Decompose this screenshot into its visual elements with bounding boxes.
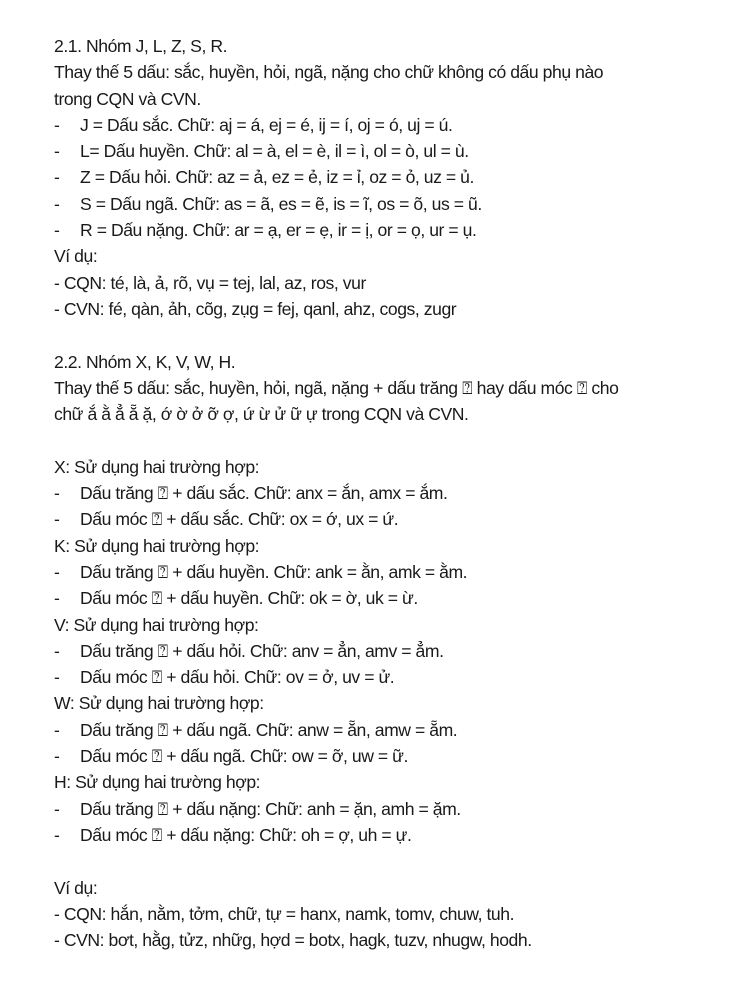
group-w-item-1: - Dấu trăng ⍰ + dấu ngã. Chữ: anw = ẵn, amw = ẵm. [54,717,724,743]
rule-z: - Z = Dấu hỏi. Chữ: az = ả, ez = ẻ, iz = ỉ, oz = ỏ, uz = ủ. [54,164,724,190]
group-h-item-2: - Dấu móc ⍰ + dấu nặng: Chữ: oh = ợ, uh = ự. [54,822,724,848]
dash-bullet: - [54,220,60,241]
dash-bullet: - [54,640,60,661]
section-2-example-label: Ví dụ: [54,877,98,898]
section-1-example-label: Ví dụ: [54,246,98,267]
rule-j: - J = Dấu sắc. Chữ: aj = á, ej = é, ij = í, oj = ó, uj = ú. [54,112,724,138]
group-x-item-1: - Dấu trăng ⍰ + dấu sắc. Chữ: anx = ắn, amx = ắm. [54,480,724,506]
spacer [54,427,724,453]
rule-l: - L= Dấu huyền. Chữ: al = à, el = è, il = ì, ol = ò, ul = ù. [54,138,724,164]
group-x-item-2: - Dấu móc ⍰ + dấu sắc. Chữ: ox = ớ, ux = ứ. [54,506,724,532]
section-1-example-cqn: - CQN: té, là, ả, rõ, vụ = tej, lal, az, ros, vur [54,272,366,293]
dash-bullet: - [54,193,60,214]
dash-bullet: - [54,509,60,530]
document-body [54,33,724,953]
group-k-item-1: - Dấu trăng ⍰ + dấu huyền. Chữ: ank = ằn, amk = ằm. [54,559,724,585]
spacer [54,848,724,874]
spacer [54,322,724,348]
group-v-item-2: - Dấu móc ⍰ + dấu hỏi. Chữ: ov = ở, uv = ử. [54,664,724,690]
dash-bullet: - [54,798,60,819]
section-2-heading: 2.2. Nhóm X, K, V, W, H. [54,351,236,372]
section-2-intro-line-2: chữ ắ ằ ẳ ẵ ặ, ớ ờ ở ỡ ợ, ứ ừ ử ữ ự trong CQN và CVN. [54,404,469,425]
group-w-title: W: Sử dụng hai trường hợp: [54,693,264,714]
section-1-heading: 2.1. Nhóm J, L, Z, S, R. [54,36,228,56]
dash-bullet: - [54,167,60,188]
section-1-intro-line-2: trong CQN và CVN. [54,88,201,109]
dash-bullet: - [54,746,60,767]
group-v-title: V: Sử dụng hai trường hợp: [54,614,259,635]
dash-bullet: - [54,667,60,688]
dash-bullet: - [54,719,60,740]
section-1-example-cvn: - CVN: fé, qàn, ảh, cõg, zụg = fej, qanl, ahz, cogs, zugr [54,298,457,319]
dash-bullet: - [54,561,60,582]
dash-bullet: - [54,114,60,135]
dash-bullet: - [54,588,60,609]
section-2-intro-line-1: Thay thế 5 dấu: sắc, huyền, hỏi, ngã, nặng + dấu trăng ⍰ hay dấu móc ⍰ cho [54,377,619,398]
section-2-example-cvn: - CVN: bơt, hằg, tửz, nhữg, hợd = botx, hagk, tuzv, nhugw, hodh. [54,930,532,951]
section-2-example-cqn: - CQN: hắn, nằm, tởm, chữ, tự = hanx, namk, tomv, chuw, tuh. [54,903,515,924]
group-w-item-2: - Dấu móc ⍰ + dấu ngã. Chữ: ow = ỡ, uw = ữ. [54,743,724,769]
group-v-item-1: - Dấu trăng ⍰ + dấu hỏi. Chữ: anv = ẳn, amv = ẳm. [54,638,724,664]
dash-bullet: - [54,824,60,845]
section-1-intro-line-1: Thay thế 5 dấu: sắc, huyền, hỏi, ngã, nặng cho chữ không có dấu phụ nào [54,62,604,83]
rule-s: - S = Dấu ngã. Chữ: as = ã, es = ẽ, is = ĩ, os = õ, us = ũ. [54,191,724,217]
group-x-title: X: Sử dụng hai trường hợp: [54,456,260,477]
group-h-item-1: - Dấu trăng ⍰ + dấu nặng: Chữ: anh = ặn, amh = ặm. [54,796,724,822]
dash-bullet: - [54,141,60,162]
dash-bullet: - [54,483,60,504]
rule-r: - R = Dấu nặng. Chữ: ar = ạ, er = ẹ, ir = ị, or = ọ, ur = ụ. [54,217,724,243]
group-k-item-2: - Dấu móc ⍰ + dấu huyền. Chữ: ok = ờ, uk = ừ. [54,585,724,611]
group-h-title: H: Sử dụng hai trường hợp: [54,772,261,793]
group-k-title: K: Sử dụng hai trường hợp: [54,535,260,556]
